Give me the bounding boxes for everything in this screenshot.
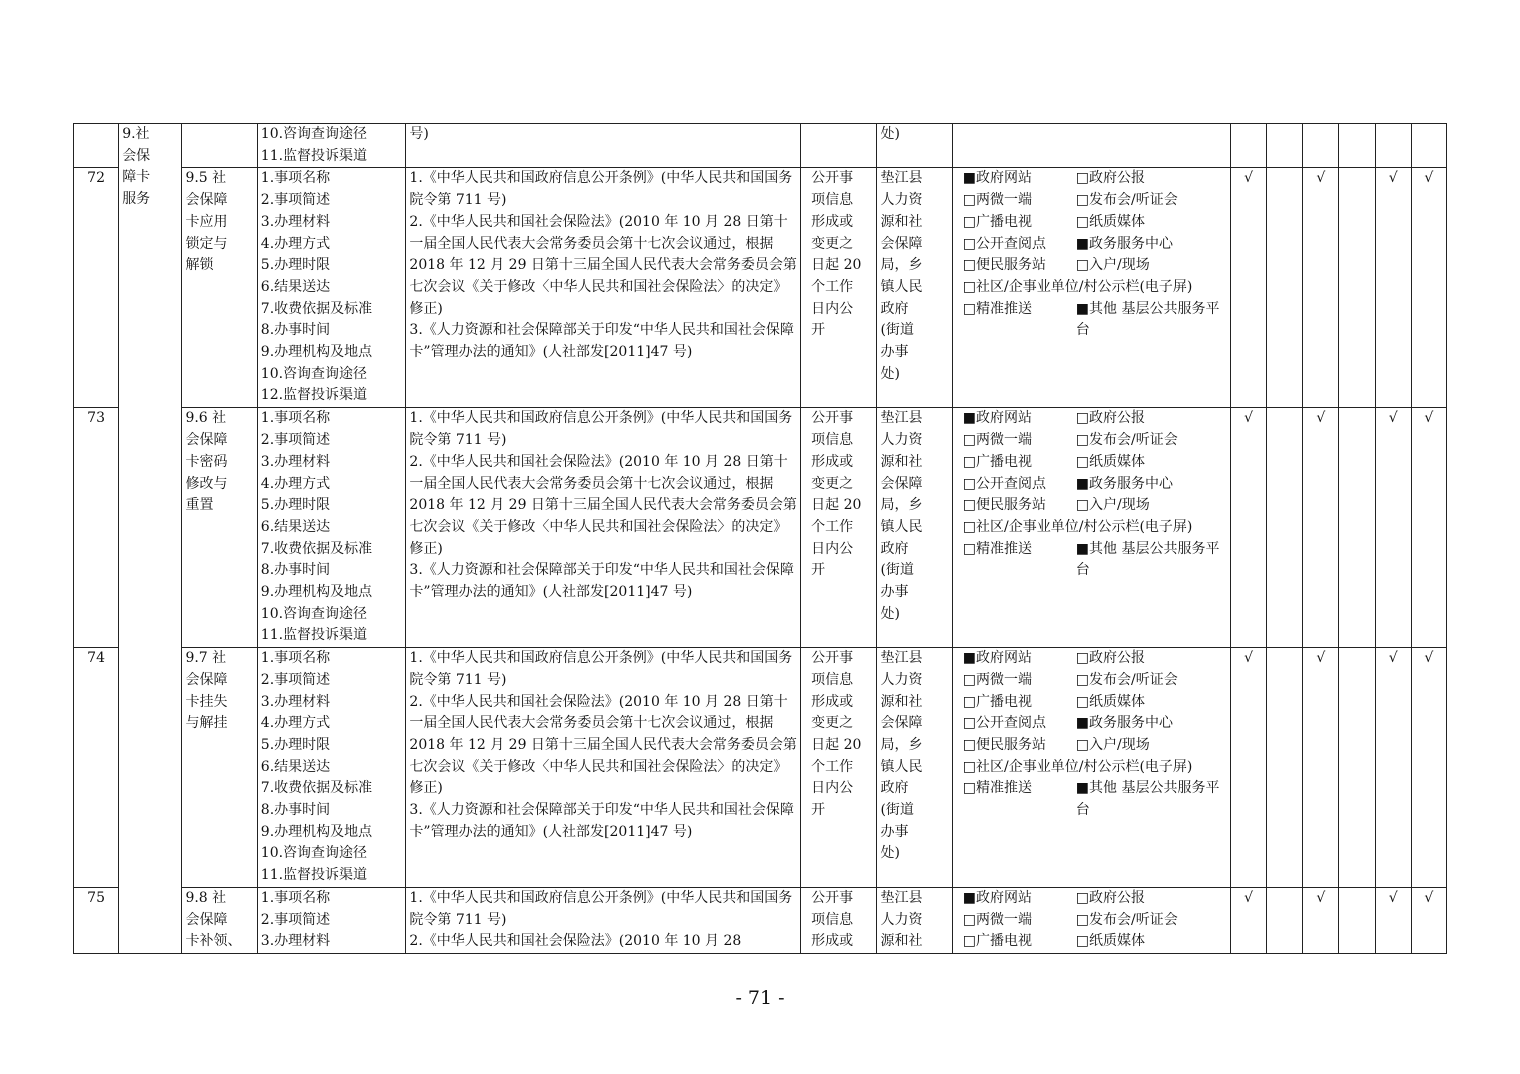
content-cell: 1.事项名称 2.事项简述 3.办理材料 4.办理方式 5.办理时限 6.结果送达 7.收费依据及标准 8.办事时间 9.办理机构及地点 10.咨询查询途径 11.监督投诉渠道 xyxy=(257,408,406,648)
channel-line xyxy=(963,888,1227,910)
channel-line xyxy=(963,910,1227,932)
check-cell xyxy=(1339,648,1375,888)
channel-option: □政府公报 xyxy=(1075,650,1146,667)
channel-option: ■政务服务中心 xyxy=(1075,475,1174,492)
channel-option: ■政务服务中心 xyxy=(1075,235,1174,252)
channel-option: □两微一端 xyxy=(962,671,1033,688)
channel-option: □发布会/听证会 xyxy=(1075,671,1178,688)
channel-option: ■其他 基层公共服务平台 xyxy=(1075,780,1220,819)
channel-option: □精准推送 xyxy=(962,540,1033,557)
channel-line xyxy=(963,452,1227,474)
channel-option: □政府公报 xyxy=(1075,889,1146,906)
subject-cell: 垫江县 人力资 源和社 会保障 局，乡 镇人民 政府 (街道 办事 处) xyxy=(877,168,952,408)
basis-cell: 1.《中华人民共和国政府信息公开条例》(中华人民共和国国务院令第 711 号) 2.《中华人民共和国社会保险法》(2010 年 10 月 28 日第十一届全国人民代表大会常务委员会第十七次会议通过，根据 2018 年 12 月 29 日第十三届全国人民代表大会常务委员会第七次会议《关于修改〈中华人民共和国社会保险法〉的决定》修正) 3.《人力资源和社会保障部关于印发“中华人民共和国社会保障卡”管理办法的通知》(人社部发[2011]47 号) xyxy=(406,648,801,888)
channel-option: □便民服务站 xyxy=(962,257,1047,274)
table-row xyxy=(74,648,1447,888)
channel-line xyxy=(963,778,1227,821)
channel-line xyxy=(963,168,1227,190)
time-cell: 公开事 项信息 形成或 xyxy=(801,887,877,953)
check-cell: √ xyxy=(1411,168,1446,408)
check-cell xyxy=(1303,124,1339,168)
check-cell xyxy=(1375,124,1411,168)
channel-option: □政府公报 xyxy=(1075,170,1146,187)
channel-line xyxy=(963,495,1227,517)
seq-cell: 75 xyxy=(74,887,119,953)
time-cell: 公开事 项信息 形成或 变更之 日起 20 个工作 日内公 开 xyxy=(801,168,877,408)
channel-option: ■政府网站 xyxy=(962,410,1033,427)
basis-cell: 1.《中华人民共和国政府信息公开条例》(中华人民共和国国务院令第 711 号) 2.《中华人民共和国社会保险法》(2010 年 10 月 28 日第十一届全国人民代表大会常务委员会第十七次会议通过，根据 2018 年 12 月 29 日第十三届全国人民代表大会常务委员会第七次会议《关于修改〈中华人民共和国社会保险法〉的决定》修正) 3.《人力资源和社会保障部关于印发“中华人民共和国社会保障卡”管理办法的通知》(人社部发[2011]47 号) xyxy=(406,168,801,408)
channel-line xyxy=(963,713,1227,735)
check-cell xyxy=(1267,648,1303,888)
channel-option: □公开查阅点 xyxy=(962,715,1047,732)
channel-option: ■政府网站 xyxy=(962,650,1033,667)
channels-cell xyxy=(952,887,1230,953)
subject-cell: 处) xyxy=(877,124,952,168)
check-cell: √ xyxy=(1375,168,1411,408)
channel-option: □精准推送 xyxy=(962,780,1033,797)
channel-line xyxy=(963,190,1227,212)
check-cell xyxy=(1339,887,1375,953)
check-cell xyxy=(1267,887,1303,953)
page-number: - 71 - xyxy=(735,987,785,1009)
channel-option: □便民服务站 xyxy=(962,497,1047,514)
channel-option: □两微一端 xyxy=(962,911,1033,928)
check-cell xyxy=(1339,408,1375,648)
check-cell xyxy=(1339,124,1375,168)
channel-line xyxy=(963,931,1227,953)
channel-option: □广播电视 xyxy=(962,213,1033,230)
channel-option: □广播电视 xyxy=(962,453,1033,470)
table-row xyxy=(74,124,1447,168)
check-cell: √ xyxy=(1411,887,1446,953)
seq-cell xyxy=(74,124,119,168)
channel-option: □纸质媒体 xyxy=(1075,693,1146,710)
channel-option: □纸质媒体 xyxy=(1075,453,1146,470)
check-cell xyxy=(1339,168,1375,408)
table-row xyxy=(74,168,1447,408)
check-cell: √ xyxy=(1303,887,1339,953)
channel-option: □精准推送 xyxy=(962,300,1033,317)
channels-cell xyxy=(952,168,1230,408)
disclosure-table xyxy=(73,123,1447,954)
channel-option: ■其他 基层公共服务平台 xyxy=(1075,300,1220,339)
channel-line xyxy=(963,408,1227,430)
channels-cell xyxy=(952,648,1230,888)
subject-cell: 垫江县 人力资 源和社 会保障 局，乡 镇人民 政府 (街道 办事 处) xyxy=(877,408,952,648)
check-cell: √ xyxy=(1303,168,1339,408)
check-cell xyxy=(1231,124,1267,168)
channel-line xyxy=(963,735,1227,757)
table-row xyxy=(74,408,1447,648)
check-cell xyxy=(1411,124,1446,168)
channel-option: □发布会/听证会 xyxy=(1075,192,1178,209)
channel-option: □发布会/听证会 xyxy=(1075,911,1178,928)
check-cell: √ xyxy=(1231,887,1267,953)
table-row xyxy=(74,887,1447,953)
check-cell: √ xyxy=(1375,887,1411,953)
channel-line: □社区/企事业单位/村公示栏(电子屏) xyxy=(962,278,1193,295)
channel-option: □入户/现场 xyxy=(1075,736,1150,753)
basis-cell: 1.《中华人民共和国政府信息公开条例》(中华人民共和国国务院令第 711 号) 2.《中华人民共和国社会保险法》(2010 年 10 月 28 xyxy=(406,887,801,953)
channel-line xyxy=(963,299,1227,342)
check-cell: √ xyxy=(1231,408,1267,648)
check-cell: √ xyxy=(1375,408,1411,648)
channel-option: □入户/现场 xyxy=(1075,257,1150,274)
channel-line xyxy=(963,255,1227,277)
subject-cell: 垫江县 人力资 源和社 会保障 局，乡 镇人民 政府 (街道 办事 处) xyxy=(877,648,952,888)
check-cell: √ xyxy=(1303,408,1339,648)
check-cell xyxy=(1267,408,1303,648)
channel-line xyxy=(963,648,1227,670)
seq-cell: 72 xyxy=(74,168,119,408)
seq-cell: 73 xyxy=(74,408,119,648)
channel-line: □社区/企事业单位/村公示栏(电子屏) xyxy=(962,758,1193,775)
channel-line xyxy=(963,539,1227,582)
seq-cell: 74 xyxy=(74,648,119,888)
item-name-cell xyxy=(182,124,257,168)
channel-line xyxy=(963,670,1227,692)
channel-option: □发布会/听证会 xyxy=(1075,432,1178,449)
channel-option: □两微一端 xyxy=(962,192,1033,209)
channel-option: □纸质媒体 xyxy=(1075,213,1146,230)
item-name-cell: 9.6 社 会保障 卡密码 修改与 重置 xyxy=(182,408,257,648)
check-cell xyxy=(1267,168,1303,408)
channels-cell xyxy=(952,124,1230,168)
channel-option: □政府公报 xyxy=(1075,410,1146,427)
check-cell: √ xyxy=(1375,648,1411,888)
channel-option: ■政务服务中心 xyxy=(1075,715,1174,732)
check-cell: √ xyxy=(1411,648,1446,888)
channel-option: □纸质媒体 xyxy=(1075,933,1146,950)
channel-line xyxy=(963,692,1227,714)
check-cell xyxy=(1267,124,1303,168)
channel-line xyxy=(963,474,1227,496)
content-cell: 1.事项名称 2.事项简述 3.办理材料 4.办理方式 5.办理时限 6.结果送达 7.收费依据及标准 8.办事时间 9.办理机构及地点 10.咨询查询途径 11.监督投诉渠道 xyxy=(257,648,406,888)
content-cell: 10.咨询查询途径 11.监督投诉渠道 xyxy=(257,124,406,168)
channel-line xyxy=(963,234,1227,256)
basis-cell: 号) xyxy=(406,124,801,168)
channel-option: ■政府网站 xyxy=(962,889,1033,906)
check-cell: √ xyxy=(1231,168,1267,408)
check-cell: √ xyxy=(1411,408,1446,648)
item-name-cell: 9.8 社 会保障 卡补领、 xyxy=(182,887,257,953)
item-name-cell: 9.5 社 会保障 卡应用 锁定与 解锁 xyxy=(182,168,257,408)
time-cell xyxy=(801,124,877,168)
channel-line: □社区/企事业单位/村公示栏(电子屏) xyxy=(962,518,1193,535)
item-name-cell: 9.7 社 会保障 卡挂失 与解挂 xyxy=(182,648,257,888)
content-cell: 1.事项名称 2.事项简述 3.办理材料 xyxy=(257,887,406,953)
channel-option: □公开查阅点 xyxy=(962,475,1047,492)
channel-option: ■政府网站 xyxy=(962,170,1033,187)
channels-cell xyxy=(952,408,1230,648)
channel-option: □广播电视 xyxy=(962,693,1033,710)
channel-option: □广播电视 xyxy=(962,933,1033,950)
subject-cell: 垫江县 人力资 源和社 xyxy=(877,887,952,953)
category-cell: 9.社 会保 障卡 服务 xyxy=(119,124,182,954)
channel-line xyxy=(963,430,1227,452)
check-cell: √ xyxy=(1231,648,1267,888)
check-cell: √ xyxy=(1303,648,1339,888)
channel-option: □两微一端 xyxy=(962,432,1033,449)
channel-option: □便民服务站 xyxy=(962,736,1047,753)
channel-option: ■其他 基层公共服务平台 xyxy=(1075,540,1220,579)
time-cell: 公开事 项信息 形成或 变更之 日起 20 个工作 日内公 开 xyxy=(801,408,877,648)
time-cell: 公开事 项信息 形成或 变更之 日起 20 个工作 日内公 开 xyxy=(801,648,877,888)
channel-option: □入户/现场 xyxy=(1075,497,1150,514)
channel-line xyxy=(963,212,1227,234)
basis-cell: 1.《中华人民共和国政府信息公开条例》(中华人民共和国国务院令第 711 号) 2.《中华人民共和国社会保险法》(2010 年 10 月 28 日第十一届全国人民代表大会常务委员会第十七次会议通过，根据 2018 年 12 月 29 日第十三届全国人民代表大会常务委员会第七次会议《关于修改〈中华人民共和国社会保险法〉的决定》修正) 3.《人力资源和社会保障部关于印发“中华人民共和国社会保障卡”管理办法的通知》(人社部发[2011]47 号) xyxy=(406,408,801,648)
content-cell: 1.事项名称 2.事项简述 3.办理材料 4.办理方式 5.办理时限 6.结果送达 7.收费依据及标准 8.办事时间 9.办理机构及地点 10.咨询查询途径 12.监督投诉渠道 xyxy=(257,168,406,408)
channel-option: □公开查阅点 xyxy=(962,235,1047,252)
